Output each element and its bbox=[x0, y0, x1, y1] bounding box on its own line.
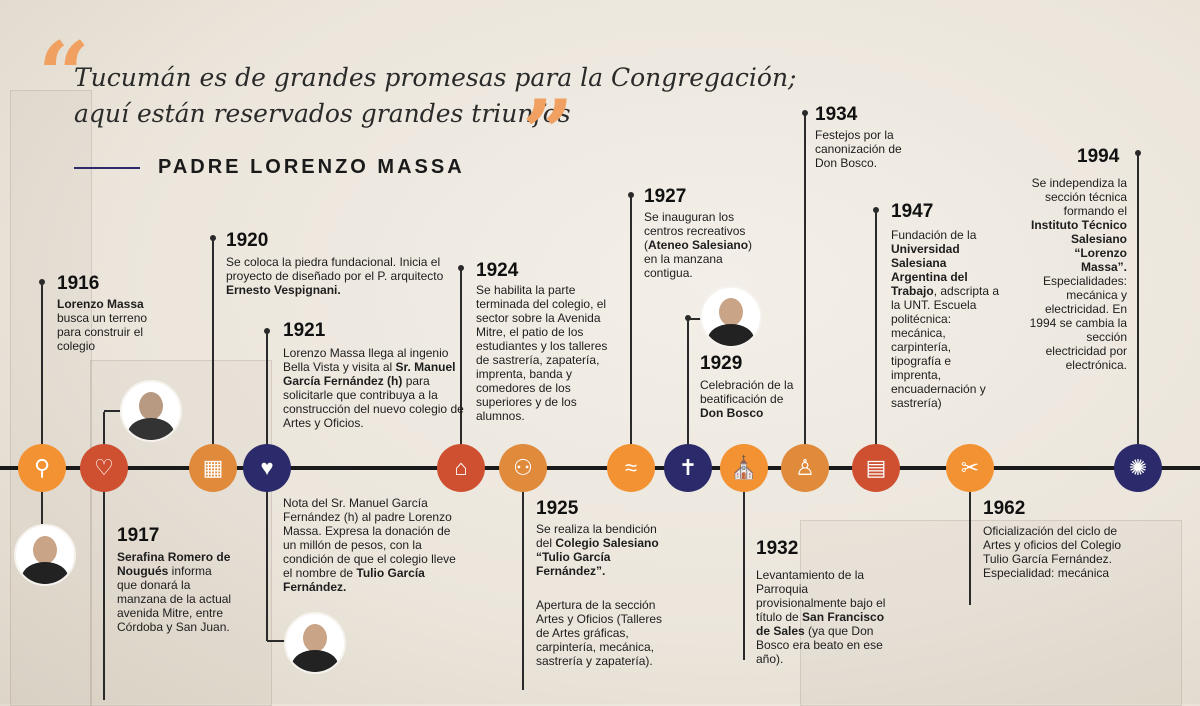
connector-dot bbox=[628, 192, 634, 198]
heart-hand-icon-glyph: ♡ bbox=[94, 455, 114, 480]
connector-line bbox=[41, 492, 43, 524]
photo-manuel-garcia-fernandez bbox=[284, 612, 346, 674]
event-text: Especialidades: mecánica y electricidad. En 1994 se cambia la sección electricidad por electrónica. bbox=[1029, 274, 1127, 372]
connector-dot bbox=[873, 207, 879, 213]
event-text: Se coloca la piedra fundacional. Inicia el proyecto de diseñado por el P. arquitecto bbox=[226, 255, 444, 283]
event-description bbox=[536, 522, 676, 578]
event-year-1920: 1920 bbox=[226, 230, 269, 251]
event-description bbox=[756, 568, 888, 666]
connector-line bbox=[687, 318, 689, 444]
event-year-1927: 1927 bbox=[644, 186, 687, 207]
event-text: Celebración de la beatificación de bbox=[700, 378, 794, 406]
event-year-1962: 1962 bbox=[983, 498, 1026, 519]
quote-line-2: aquí están reservados grandes triunfos bbox=[74, 99, 571, 128]
event-text: Festejos por la canonización de Don Bosco. bbox=[815, 128, 902, 170]
event-highlight: Don Bosco bbox=[700, 406, 764, 420]
event-highlight: Serafina Romero de Nougués bbox=[117, 550, 231, 578]
school-building-icon-glyph: ⌂ bbox=[454, 455, 468, 480]
connector-line bbox=[1137, 153, 1139, 444]
event-description bbox=[117, 550, 235, 634]
event-year-1947: 1947 bbox=[891, 201, 934, 222]
heart-hand-icon bbox=[80, 444, 128, 492]
event-description bbox=[476, 283, 616, 423]
event-highlight: Ateneo Salesiano bbox=[648, 238, 749, 252]
event-year-1934: 1934 bbox=[815, 104, 858, 125]
open-quote-mark: “ bbox=[38, 22, 90, 128]
event-text: busca un terreno para construir el colegio bbox=[57, 311, 148, 353]
event-text: Se realiza la bendición del bbox=[536, 522, 657, 550]
event-description bbox=[815, 128, 927, 170]
event-text: Apertura de la sección Artes y Oficios (Talleres de Artes gráficas, carpintería, mecánica, sastrería y zapatería). bbox=[536, 598, 663, 668]
tools-icon-glyph: ✂ bbox=[960, 455, 980, 480]
quote-text bbox=[74, 60, 796, 132]
radiant-cross-icon bbox=[664, 444, 712, 492]
event-description bbox=[283, 496, 465, 594]
brick-wall-icon-glyph: ▦ bbox=[202, 455, 224, 480]
event-description bbox=[57, 297, 149, 353]
event-description bbox=[891, 228, 1003, 410]
event-highlight: Lorenzo Massa bbox=[57, 297, 144, 311]
connector-line bbox=[41, 282, 43, 444]
event-description bbox=[536, 598, 676, 668]
author-divider bbox=[74, 167, 140, 169]
event-year-1932: 1932 bbox=[756, 538, 799, 559]
event-text: Nota del Sr. Manuel García Fernández (h) al padre Lorenzo Massa. Expresa la donación de un millón de pesos, con la condición de que el colegio lleve el nombre de bbox=[283, 496, 456, 580]
event-highlight: Tulio García Fernández. bbox=[283, 566, 425, 594]
connector-line bbox=[804, 113, 806, 444]
connector-line bbox=[266, 331, 268, 444]
event-year-1925: 1925 bbox=[536, 498, 579, 519]
event-description bbox=[226, 255, 456, 297]
hands-heart-icon bbox=[243, 444, 291, 492]
people-icon-glyph: ⚇ bbox=[513, 455, 533, 480]
swimmer-icon-glyph: ≈ bbox=[624, 455, 638, 480]
hands-heart-icon-glyph: ♥ bbox=[260, 455, 274, 480]
connector-line bbox=[743, 492, 745, 660]
quote-author: PADRE LORENZO MASSA bbox=[158, 156, 465, 178]
event-text: Fundación de la bbox=[891, 228, 977, 242]
connector-line bbox=[522, 492, 524, 690]
connector-line bbox=[969, 492, 971, 605]
graduation-books-icon bbox=[852, 444, 900, 492]
connector-line bbox=[875, 210, 877, 444]
event-highlight: Colegio Salesiano “Tulio García Fernández”. bbox=[536, 536, 659, 578]
event-text: para solicitarle que contribuya a la construcción del nuevo colegio de Artes y Oficios. bbox=[283, 374, 464, 430]
event-description bbox=[1027, 176, 1127, 372]
connector-line bbox=[266, 492, 268, 641]
background-church-sketch bbox=[10, 90, 92, 706]
event-year-1917: 1917 bbox=[117, 525, 160, 546]
event-text: Se habilita la parte terminada del colegio, el sector sobre la Avenida Mitre, el patio de los estudiantes y los talleres de sastrería, zapatería, imprenta, banda y comedores de los superiores y de los alumnos. bbox=[476, 283, 608, 423]
institute-emblem-icon-glyph: ✺ bbox=[1128, 455, 1148, 480]
connector-line bbox=[212, 238, 214, 444]
photo-don-bosco bbox=[700, 286, 762, 348]
event-description bbox=[644, 210, 756, 280]
event-year-1929: 1929 bbox=[700, 353, 743, 374]
graduation-books-icon-glyph: ▤ bbox=[865, 455, 887, 480]
radiant-cross-icon-glyph: ✝ bbox=[678, 455, 698, 480]
timeline-axis bbox=[0, 466, 1200, 470]
event-description bbox=[283, 346, 465, 430]
saint-icon bbox=[781, 444, 829, 492]
connector-dot bbox=[1135, 150, 1141, 156]
photo-connector bbox=[104, 410, 120, 412]
photo-lorenzo-massa bbox=[14, 524, 76, 586]
connector-dot bbox=[210, 235, 216, 241]
event-highlight: Ernesto Vespignani. bbox=[226, 283, 341, 297]
connector-dot bbox=[39, 279, 45, 285]
event-year-1994: 1994 bbox=[1077, 146, 1120, 167]
connector-dot bbox=[264, 328, 270, 334]
saint-icon-glyph: ♙ bbox=[795, 455, 815, 480]
institute-emblem-icon bbox=[1114, 444, 1162, 492]
brick-wall-icon bbox=[189, 444, 237, 492]
event-year-1924: 1924 bbox=[476, 260, 519, 281]
people-icon bbox=[499, 444, 547, 492]
swimmer-icon bbox=[607, 444, 655, 492]
event-text: , adscripta a la UNT. Escuela politécnica: mecánica, carpintería, tipografía e imprenta, encuadernación y sastrería) bbox=[891, 284, 1000, 410]
connector-dot bbox=[802, 110, 808, 116]
church-icon bbox=[720, 444, 768, 492]
event-highlight: Sr. Manuel García Fernández (h) bbox=[283, 360, 456, 388]
event-highlight: Instituto Técnico Salesiano “Lorenzo Massa”. bbox=[1031, 218, 1127, 274]
event-text: Levantamiento de la Parroquia provisionalmente bajo el título de bbox=[756, 568, 886, 624]
event-text: (ya que Don Bosco era beato en ese año). bbox=[756, 624, 883, 666]
search-icon bbox=[18, 444, 66, 492]
event-text: Se inauguran los centros recreativos ( bbox=[644, 210, 746, 252]
church-icon-glyph: ⛪ bbox=[730, 455, 758, 480]
event-highlight: Universidad Salesiana Argentina del Trabajo bbox=[891, 242, 968, 298]
connector-dot bbox=[458, 265, 464, 271]
photo-serafina-romero bbox=[120, 380, 182, 442]
event-description bbox=[700, 378, 795, 420]
search-icon-glyph: ⚲ bbox=[33, 455, 51, 480]
event-year-1921: 1921 bbox=[283, 320, 326, 341]
event-highlight: San Francisco de Sales bbox=[756, 610, 885, 638]
event-text: informa que donará la manzana de la actual avenida Mitre, entre Córdoba y San Juan. bbox=[117, 564, 232, 634]
connector-line bbox=[630, 195, 632, 444]
event-text: Se independiza la sección técnica formando el bbox=[1031, 176, 1127, 218]
close-quote-mark: ” bbox=[522, 80, 574, 186]
event-text: Lorenzo Massa llega al ingenio Bella Vista y visita al bbox=[283, 346, 449, 374]
school-building-icon bbox=[437, 444, 485, 492]
event-text: ) en la manzana contigua. bbox=[644, 238, 753, 280]
quote-line-1: Tucumán es de grandes promesas para la Congregación; bbox=[74, 63, 797, 92]
event-description bbox=[983, 524, 1123, 580]
event-text: Oficialización del ciclo de Artes y oficios del Colegio Tulio García Fernández. Especialidad: mecánica bbox=[983, 524, 1122, 580]
tools-icon bbox=[946, 444, 994, 492]
event-year-1916: 1916 bbox=[57, 273, 100, 294]
